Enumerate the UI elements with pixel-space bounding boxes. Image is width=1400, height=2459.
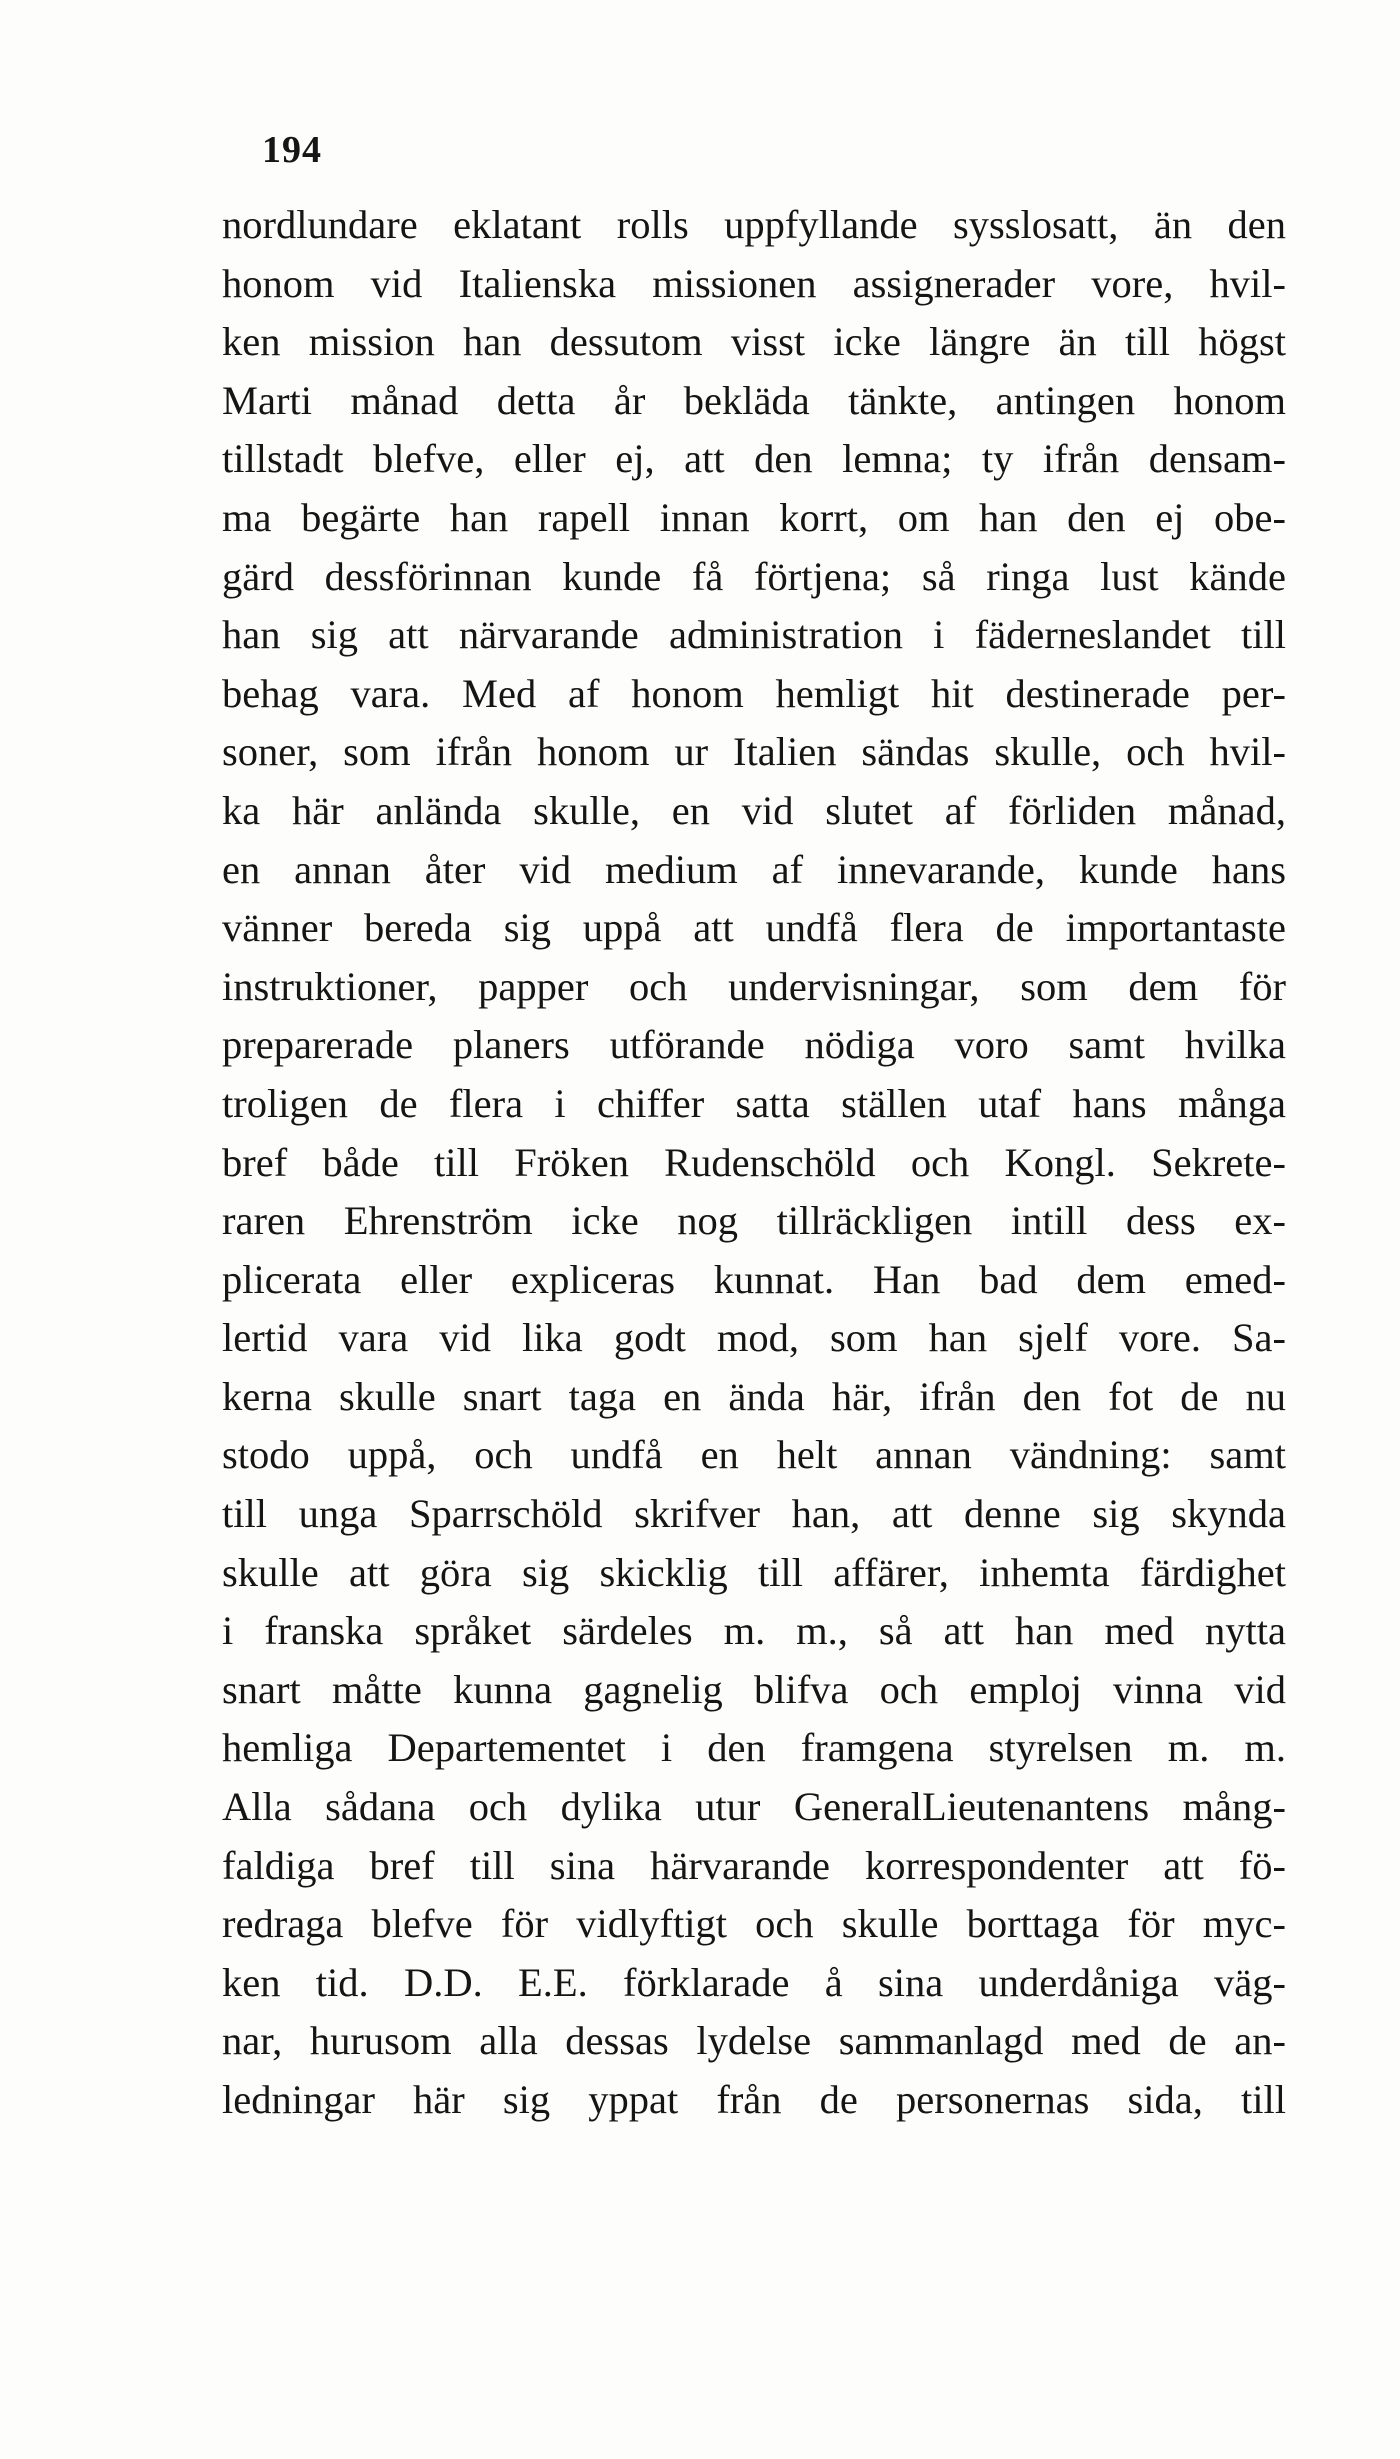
text-line: tillstadt blefve, eller ej, att den lemna; ty ifrån densam- xyxy=(222,436,1286,482)
text-line: redraga blefve för vidlyftigt och skulle borttaga för myc- xyxy=(222,1901,1286,1947)
text-line: kerna skulle snart taga en ända här, ifrån den fot de nu xyxy=(222,1373,1286,1419)
text-line: soner, som ifrån honom ur Italien sändas skulle, och hvil- xyxy=(222,729,1286,775)
text-line: hemliga Departementet i den framgena styrelsen m. m. xyxy=(222,1725,1286,1771)
text-line: troligen de flera i chiffer satta ställen utaf hans många xyxy=(222,1080,1286,1126)
text-line: gärd dessförinnan kunde få förtjena; så ringa lust kände xyxy=(222,553,1286,599)
text-line: behag vara. Med af honom hemligt hit destinerade per- xyxy=(222,670,1286,716)
text-line: pliceratа eller expliceras kunnat. Han bad dem emed- xyxy=(222,1256,1286,1302)
text-line: ken tid. D.D. E.E. förklarade å sina underdåniga väg- xyxy=(222,1959,1286,2005)
text-line: ledningar här sig yppat från de personernas sida, till xyxy=(222,2077,1286,2122)
text-line: skulle att göra sig skicklig till affärer, inhemta färdighet xyxy=(222,1549,1286,1595)
page-body-text xyxy=(222,196,1286,2130)
text-line: han sig att närvarande administration i fäderneslandet till xyxy=(222,612,1286,658)
text-line: Alla sådana och dylika utur GeneralLieutenantens mång- xyxy=(222,1784,1286,1830)
text-line: instruktioner, papper och undervisningar, som dem för xyxy=(222,963,1286,1009)
text-line: nordlundare eklatant rolls uppfyllande sysslosatt, än den xyxy=(222,202,1286,247)
text-line: i franska språket särdeles m. m., så att han med nytta xyxy=(222,1608,1286,1654)
text-line: vänner bereda sig uppå att undfå flera de importantaste xyxy=(222,905,1286,951)
text-line: till unga Sparrschöld skrifver han, att denne sig skynda xyxy=(222,1491,1286,1537)
text-line: en annan åter vid medium af innevarande, kunde hans xyxy=(222,846,1286,892)
page-number: 194 xyxy=(262,129,322,171)
text-line: bref både till Fröken Rudenschöld och Kongl. Sekrete- xyxy=(222,1139,1286,1185)
text-line: ken mission han dessutom visst icke längre än till högst xyxy=(222,319,1286,365)
text-line: snart måtte kunna gagnelig blifva och emploj vinna vid xyxy=(222,1666,1286,1712)
text-line: Marti månad detta år beklädа tänkte, antingen honom xyxy=(222,377,1286,423)
text-line: lertid vara vid lika godt mod, som han sjelf vore. Sa- xyxy=(222,1315,1286,1361)
text-line: preparerade planers utförande nödiga voro samt hvilka xyxy=(222,1022,1286,1068)
text-line: honom vid Italienska missionen assignerader vore, hvil- xyxy=(222,260,1286,306)
text-line: ka här anlända skulle, en vid slutet af förliden månad, xyxy=(222,787,1286,833)
text-line: nar, hurusom alla dessas lydelse sammanlagd med de an- xyxy=(222,2018,1286,2064)
text-line: ma begärte han rapell innan korrt, om han den ej obe- xyxy=(222,494,1286,540)
text-line: stodo uppå, och undfå en helt annan vändning: samt xyxy=(222,1432,1286,1478)
text-line: faldiga bref till sina härvarande korrespondenter att fö- xyxy=(222,1842,1286,1888)
text-line: raren Ehrenström icke nog tillräckligen intill dess ex- xyxy=(222,1198,1286,1244)
